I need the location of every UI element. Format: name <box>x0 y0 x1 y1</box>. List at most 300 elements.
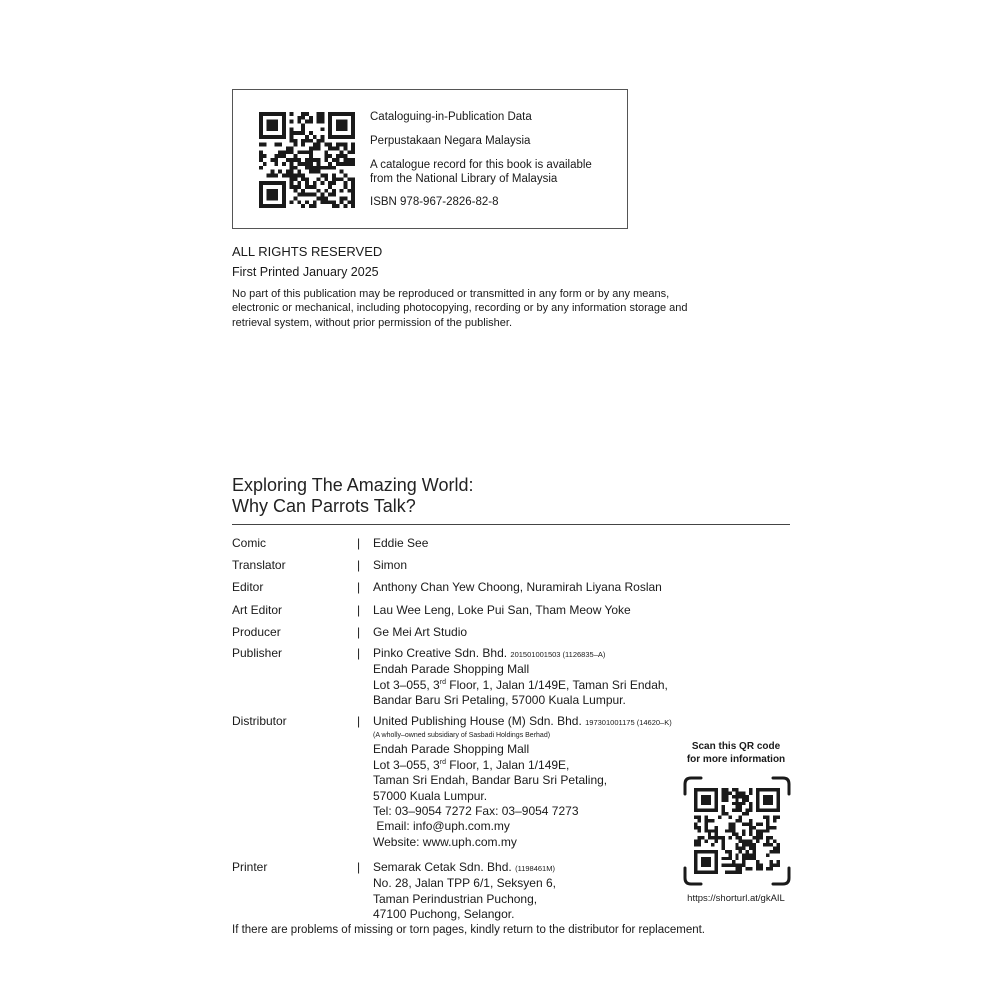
qr-module <box>297 158 301 162</box>
credit-label: Translator <box>232 558 286 572</box>
distributor-name: United Publishing House (M) Sdn. Bhd. <box>373 714 582 728</box>
qr-module <box>742 798 745 801</box>
qr-module <box>313 181 317 185</box>
qr-module <box>694 822 697 825</box>
qr-module <box>746 857 749 860</box>
qr-module <box>267 173 271 177</box>
qr-module <box>309 139 313 143</box>
qr-module <box>725 791 728 794</box>
qr-module <box>301 124 305 128</box>
qr-module <box>697 816 700 819</box>
qr-module <box>324 150 328 154</box>
qr-module <box>309 185 313 189</box>
qr-module <box>297 193 301 197</box>
qr-module <box>718 816 721 819</box>
qr-module <box>732 871 735 874</box>
qr-module <box>749 833 752 836</box>
qr-module <box>297 181 301 185</box>
qr-module <box>766 819 769 822</box>
qr-module <box>715 840 718 843</box>
qr-module <box>746 853 749 856</box>
qr-module <box>742 864 745 867</box>
qr-module <box>766 822 769 825</box>
qr-module <box>320 166 324 170</box>
qr-module <box>301 139 305 143</box>
qr-module <box>317 166 321 170</box>
qr-module <box>290 162 294 166</box>
qr-module <box>267 189 279 201</box>
qr-module <box>735 791 738 794</box>
qr-module <box>704 826 707 829</box>
qr-module <box>313 147 317 151</box>
qr-module <box>305 181 309 185</box>
qr-module <box>715 836 718 839</box>
qr-promo-caption <box>664 740 808 766</box>
qr-module <box>328 162 332 166</box>
qr-module <box>313 204 317 208</box>
qr-module <box>305 185 309 189</box>
qr-module <box>343 173 347 177</box>
qr-module <box>294 185 298 189</box>
qr-module <box>301 127 305 131</box>
qr-module <box>290 150 294 154</box>
qr-module <box>309 162 313 166</box>
qr-module <box>274 143 278 147</box>
distributor-line3-sup: rd <box>439 758 446 766</box>
qr-module <box>305 139 309 143</box>
qr-module <box>708 833 711 836</box>
qr-module <box>351 185 355 189</box>
qr-module <box>347 162 351 166</box>
qr-module <box>722 809 725 812</box>
qr-module <box>328 181 332 185</box>
qr-module <box>749 802 752 805</box>
qr-module <box>332 200 336 204</box>
qr-module <box>340 170 344 174</box>
cip-text <box>370 110 592 219</box>
qr-module <box>340 189 344 193</box>
qr-module <box>336 204 340 208</box>
qr-module <box>290 166 294 170</box>
qr-module <box>735 795 738 798</box>
qr-module <box>732 833 735 836</box>
distributor-email: Email: info@uph.com.my <box>376 819 510 834</box>
publisher-reg: 201501001503 (1126835–A) <box>510 650 606 659</box>
qr-module <box>309 193 313 197</box>
qr-module <box>708 829 711 832</box>
qr-module <box>297 200 301 204</box>
credit-separator: | <box>357 860 361 874</box>
qr-module <box>722 843 725 846</box>
qr-module <box>305 120 309 124</box>
qr-module <box>742 843 745 846</box>
printer-reg: (1198461M) <box>515 864 555 873</box>
distributor-details <box>373 714 672 850</box>
qr-module <box>286 170 290 174</box>
printer-line3: Taman Perindustrian Puchong, <box>373 891 538 906</box>
qr-module <box>305 200 309 204</box>
qr-module <box>735 867 738 870</box>
qr-module <box>694 816 697 819</box>
qr-module <box>735 843 738 846</box>
qr-module <box>742 840 745 843</box>
qr-module <box>777 843 780 846</box>
qr-module <box>274 173 278 177</box>
qr-module <box>746 795 749 798</box>
qr-module <box>301 204 305 208</box>
qr-module <box>351 204 355 208</box>
distributor-line5: 57000 Kuala Lumpur. <box>373 788 488 803</box>
qr-module <box>742 853 745 856</box>
credit-label: Art Editor <box>232 603 283 617</box>
qr-promo-frame <box>683 776 791 886</box>
qr-module <box>267 120 279 132</box>
qr-module <box>766 826 769 829</box>
qr-module <box>290 200 294 204</box>
cip-record-line2: from the National Library of Malaysia <box>370 173 558 185</box>
credit-value: Ge Mei Art Studio <box>373 625 468 639</box>
qr-module <box>725 788 728 791</box>
qr-module <box>313 185 317 189</box>
qr-module <box>305 112 309 116</box>
qr-module <box>732 829 735 832</box>
qr-module <box>290 185 294 189</box>
qr-module <box>305 162 309 166</box>
qr-module <box>728 853 731 856</box>
qr-module <box>297 185 301 189</box>
qr-module <box>278 170 282 174</box>
qr-module <box>725 798 728 801</box>
qr-module <box>286 147 290 151</box>
qr-module <box>770 826 773 829</box>
qr-module <box>763 843 766 846</box>
qr-module <box>309 150 313 154</box>
qr-module <box>739 871 742 874</box>
credit-value: Eddie See <box>373 536 429 550</box>
qr-module <box>722 812 725 815</box>
qr-module <box>305 166 309 170</box>
qr-module <box>711 836 714 839</box>
credit-separator: | <box>357 625 361 639</box>
distributor-website: Website: www.uph.com.my <box>373 834 517 849</box>
qr-module <box>347 189 351 193</box>
qr-module <box>320 120 324 124</box>
qr-module <box>313 143 317 147</box>
qr-module <box>735 833 738 836</box>
qr-module <box>722 798 725 801</box>
qr-module <box>752 826 755 829</box>
qr-module <box>317 177 321 181</box>
qr-module <box>340 200 344 204</box>
qr-module <box>313 193 317 197</box>
publisher-line3-sup: rd <box>439 678 446 686</box>
qr-module <box>694 843 697 846</box>
qr-module <box>324 154 328 158</box>
distributor-line4: Taman Sri Endah, Bandar Baru Sri Petaling, <box>373 773 608 788</box>
qr-module <box>756 836 759 839</box>
publisher-line4: Bandar Baru Sri Petaling, 57000 Kuala Lumpur. <box>373 693 626 708</box>
qr-module <box>732 826 735 829</box>
qr-module <box>290 131 294 135</box>
qr-module <box>305 158 309 162</box>
qr-module <box>777 850 780 853</box>
qr-module <box>309 170 313 174</box>
qr-module <box>770 860 773 863</box>
qr-module <box>290 170 294 174</box>
qr-module <box>759 867 762 870</box>
qr-module <box>290 173 294 177</box>
qr-module <box>286 173 290 177</box>
qr-module <box>294 131 298 135</box>
qr-module <box>336 154 340 158</box>
qr-module <box>739 805 742 808</box>
qr-module <box>735 819 738 822</box>
qr-module <box>694 840 697 843</box>
qr-module <box>735 871 738 874</box>
qr-module <box>317 158 321 162</box>
qr-module <box>770 864 773 867</box>
qr-module <box>340 196 344 200</box>
qr-module <box>328 143 332 147</box>
qr-module <box>282 173 286 177</box>
qr-module <box>301 112 305 116</box>
qr-module <box>739 840 742 843</box>
qr-module <box>313 170 317 174</box>
qr-module <box>777 864 780 867</box>
notice-line1: No part of this publication may be reproduced or transmitted in any form or by any means, <box>232 288 670 300</box>
qr-module <box>777 860 780 863</box>
qr-module <box>766 853 769 856</box>
qr-module <box>742 822 745 825</box>
qr-module <box>749 867 752 870</box>
qr-module <box>742 846 745 849</box>
qr-module <box>263 154 267 158</box>
qr-module <box>332 173 336 177</box>
qr-module <box>320 196 324 200</box>
publisher-details <box>373 646 668 709</box>
qr-promo-url[interactable]: https://shorturl.at/gkAIL <box>687 893 785 904</box>
qr-module <box>328 154 332 158</box>
cip-box <box>232 89 628 229</box>
credit-label: Publisher <box>232 646 283 660</box>
qr-module <box>347 150 351 154</box>
qr-module <box>332 177 336 181</box>
qr-module <box>715 829 718 832</box>
credit-label: Printer <box>232 860 268 874</box>
qr-module <box>752 850 755 853</box>
qr-module <box>715 826 718 829</box>
qr-module <box>756 822 759 825</box>
qr-module <box>766 816 769 819</box>
qr-module <box>294 177 298 181</box>
qr-module <box>735 802 738 805</box>
qr-module <box>351 150 355 154</box>
qr-module <box>317 162 321 166</box>
qr-module <box>320 173 324 177</box>
qr-module <box>749 819 752 822</box>
qr-module <box>286 150 290 154</box>
cip-heading: Cataloguing-in-Publication Data <box>370 111 532 123</box>
printer-line4: 47100 Puchong, Selangor. <box>373 907 515 922</box>
qr-module <box>340 154 344 158</box>
qr-module <box>746 850 749 853</box>
qr-module <box>313 135 317 139</box>
qr-module <box>328 193 332 197</box>
qr-module <box>301 189 305 193</box>
cip-record-line1: A catalogue record for this book is available <box>370 159 592 171</box>
qr-module <box>259 143 263 147</box>
qr-module <box>722 846 725 849</box>
qr-module <box>756 867 759 870</box>
qr-module <box>274 154 278 158</box>
qr-module <box>332 204 336 208</box>
qr-module <box>309 158 313 162</box>
credit-value: Anthony Chan Yew Choong, Nuramirah Liyana Roslan <box>373 580 662 594</box>
qr-module <box>701 836 704 839</box>
qr-module <box>697 829 700 832</box>
publisher-line2: Endah Parade Shopping Mall <box>373 662 530 677</box>
qr-module <box>320 181 324 185</box>
qr-module <box>732 788 735 791</box>
qr-module <box>317 120 321 124</box>
qr-promo-code[interactable] <box>694 788 780 874</box>
qr-module <box>728 850 731 853</box>
qr-module <box>732 822 735 825</box>
qr-module <box>749 843 752 846</box>
notice-line3: retrieval system, without prior permission of the publisher. <box>232 316 513 329</box>
qr-module <box>290 147 294 151</box>
distributor-line2: Endah Parade Shopping Mall <box>373 742 530 757</box>
qr-module <box>271 170 275 174</box>
distributor-subsidiary: (A wholly–owned subsidiary of Sasbadi Holdings Berhad) <box>373 732 551 740</box>
qr-module <box>309 120 313 124</box>
qr-module <box>309 147 313 151</box>
qr-module <box>697 843 700 846</box>
qr-module <box>320 112 324 116</box>
qr-module <box>351 189 355 193</box>
qr-module <box>770 850 773 853</box>
qr-module <box>773 826 776 829</box>
qr-module <box>317 147 321 151</box>
qr-module <box>301 143 305 147</box>
qr-module <box>343 185 347 189</box>
qr-module <box>286 158 290 162</box>
qr-module <box>343 204 347 208</box>
qr-module <box>328 200 332 204</box>
qr-module <box>332 166 336 170</box>
qr-module <box>305 193 309 197</box>
qr-module <box>282 154 286 158</box>
qr-module <box>763 829 766 832</box>
qr-module <box>759 829 762 832</box>
qr-module <box>332 189 336 193</box>
qr-module <box>732 795 735 798</box>
qr-module <box>336 147 340 151</box>
qr-module <box>766 840 769 843</box>
qr-module <box>259 150 263 154</box>
credit-value: Lau Wee Leng, Loke Pui San, Tham Meow Yoke <box>373 603 631 617</box>
qr-module <box>739 795 742 798</box>
qr-module <box>328 147 332 151</box>
qr-module <box>742 829 745 832</box>
qr-module <box>320 135 324 139</box>
qr-module <box>756 840 759 843</box>
qr-module <box>305 135 309 139</box>
qr-module <box>351 196 355 200</box>
qr-module <box>274 162 278 166</box>
qr-module <box>735 798 738 801</box>
qr-module <box>725 864 728 867</box>
qr-module <box>278 154 282 158</box>
qr-module <box>756 860 759 863</box>
qr-module <box>320 193 324 197</box>
qr-module <box>742 857 745 860</box>
qr-module <box>735 836 738 839</box>
qr-module <box>708 836 711 839</box>
qr-module <box>752 836 755 839</box>
qr-module <box>336 120 348 132</box>
credit-label: Editor <box>232 580 264 594</box>
qr-module <box>309 166 313 170</box>
qr-module <box>309 204 313 208</box>
qr-module <box>735 864 738 867</box>
qr-module <box>301 150 305 154</box>
cip-qr-code <box>259 112 355 208</box>
qr-module <box>766 843 769 846</box>
qr-module <box>301 193 305 197</box>
qr-module <box>725 857 728 860</box>
publisher-line3 <box>373 678 668 692</box>
qr-module <box>722 795 725 798</box>
qr-module <box>290 135 294 139</box>
qr-module <box>320 200 324 204</box>
qr-module <box>711 843 714 846</box>
rights-reserved: ALL RIGHTS RESERVED <box>232 244 383 259</box>
qr-module <box>773 816 776 819</box>
qr-module <box>704 840 707 843</box>
qr-module <box>732 802 735 805</box>
qr-module <box>340 143 344 147</box>
qr-module <box>728 829 731 832</box>
distributor-line3-post: Floor, 1, Jalan 1/149E, <box>445 757 570 772</box>
qr-module <box>752 843 755 846</box>
credit-separator: | <box>357 646 361 660</box>
qr-module <box>742 812 745 815</box>
qr-module <box>749 853 752 856</box>
qr-module <box>274 158 278 162</box>
qr-module <box>746 798 749 801</box>
publisher-line3-pre: Lot 3–055, 3 <box>373 677 440 692</box>
qr-module <box>749 846 752 849</box>
qr-module <box>347 158 351 162</box>
qr-module <box>324 158 328 162</box>
qr-module <box>742 833 745 836</box>
qr-module <box>324 189 328 193</box>
qr-module <box>259 166 263 170</box>
qr-module <box>752 857 755 860</box>
qr-module <box>756 833 759 836</box>
qr-module <box>294 143 298 147</box>
qr-module <box>297 131 301 135</box>
qr-module <box>697 826 700 829</box>
qr-module <box>301 131 305 135</box>
qr-module <box>282 162 286 166</box>
qr-module <box>725 795 728 798</box>
qr-module <box>324 196 328 200</box>
qr-module <box>777 816 780 819</box>
qr-module <box>313 200 317 204</box>
qr-module <box>708 819 711 822</box>
